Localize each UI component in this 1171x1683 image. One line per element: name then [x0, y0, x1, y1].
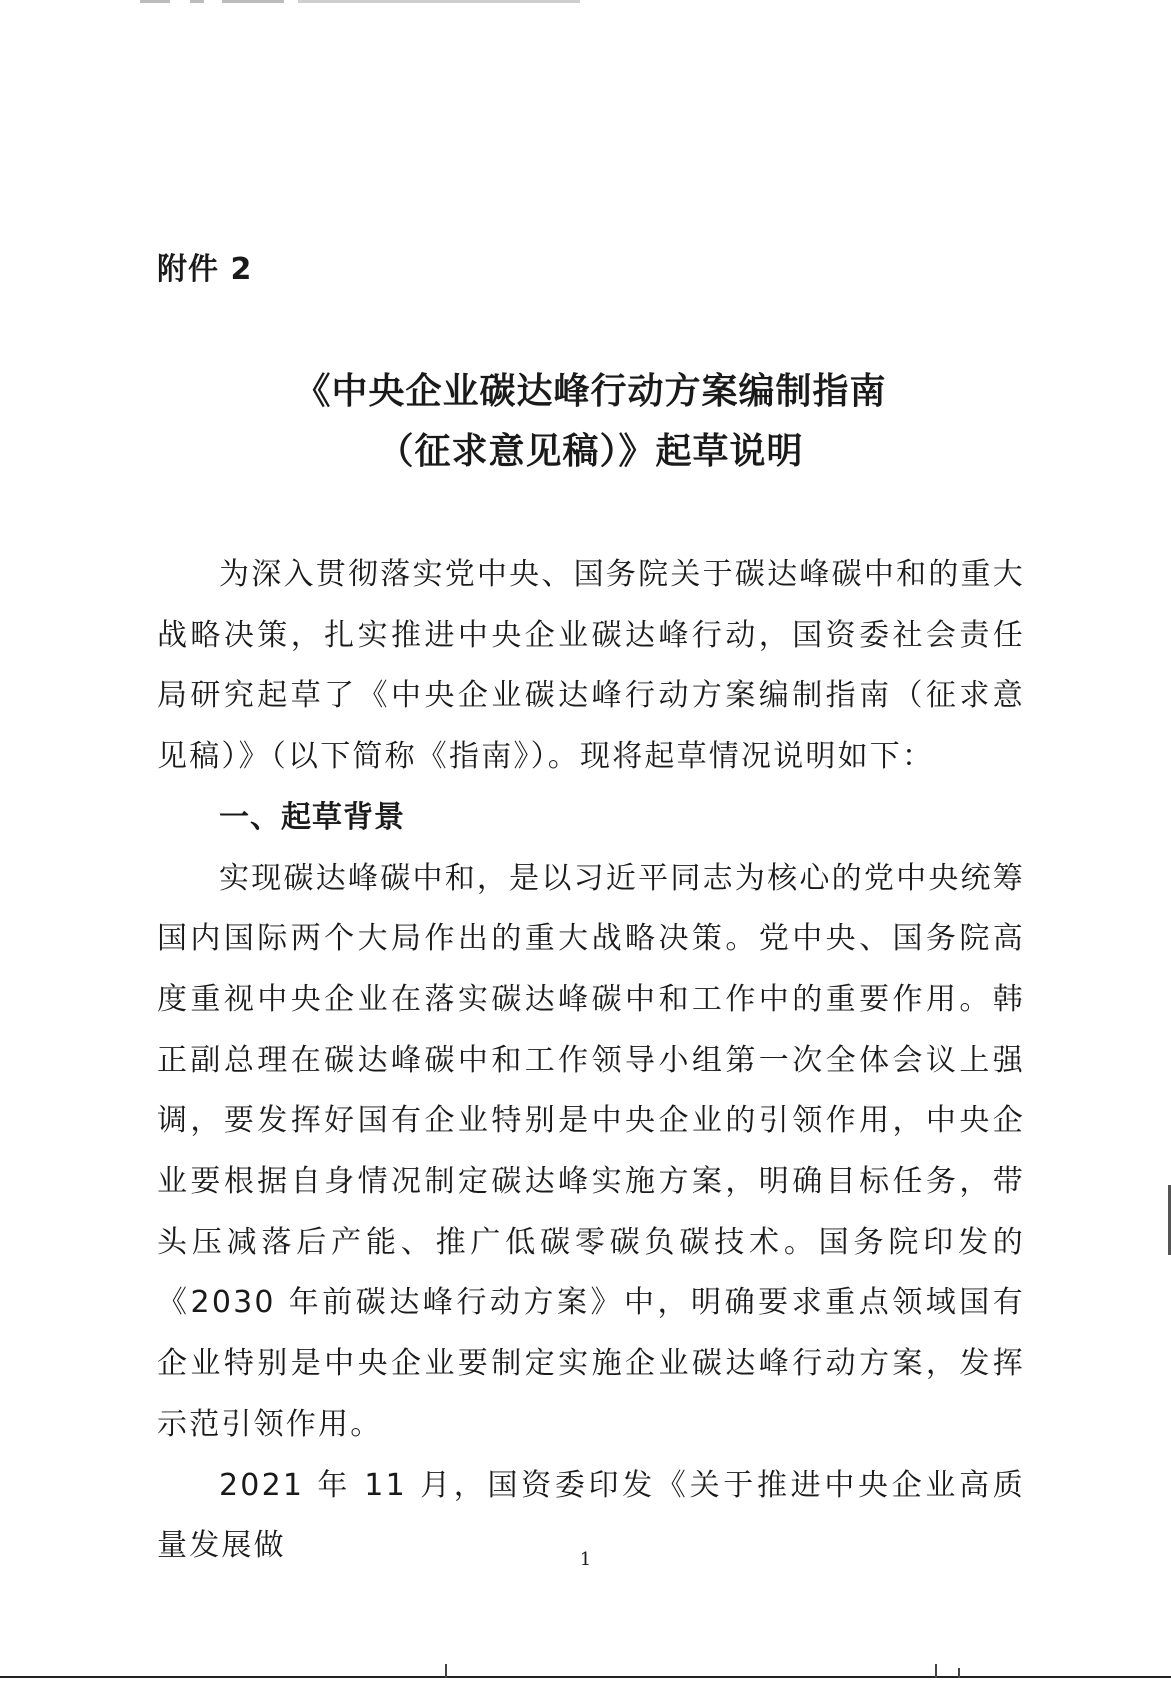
- scan-edge-mark: [445, 1664, 447, 1678]
- scan-edge-mark: [190, 0, 204, 3]
- scan-edge-mark: [222, 0, 284, 3]
- scan-edge-mark: [958, 1668, 960, 1678]
- continuation-paragraph: 2021 年 11 月，国资委印发《关于推进中央企业高质量发展做: [157, 1467, 1025, 1564]
- scan-edge-mark: [298, 0, 580, 3]
- section-heading: 一、起草背景: [219, 799, 405, 835]
- scan-edge-mark: [140, 0, 170, 3]
- document-body: [157, 545, 1025, 1577]
- document-title-line-2: （征求意见稿）》起草说明: [377, 430, 804, 472]
- background-paragraph: 实现碳达峰碳中和，是以习近平同志为核心的党中央统筹国内国际两个大局作出的重大战略决策。党中央、国务院高度重视中央企业在落实碳达峰碳中和工作中的重要作用。韩正副总理在碳达峰碳中和工作领导小组第一次全体会议上强调，要发挥好国有企业特别是中央企业的引领作用，中央企业要根据自身情况制定碳达峰实施方案，明确目标任务，带头压减落后产能、推广低碳零碳负碳技术。国务院印发的《2030 年前碳达峰行动方案》中，明确要求重点领域国有企业特别是中央企业要制定实施企业碳达峰行动方案，发挥示范引领作用。: [157, 860, 1025, 1442]
- intro-paragraph: 为深入贯彻落实党中央、国务院关于碳达峰碳中和的重大战略决策，扎实推进中央企业碳达峰行动，国资委社会责任局研究起草了《中央企业碳达峰行动方案编制指南（征求意见稿）》（以下简称《指南》）。现将起草情况说明如下：: [157, 557, 1025, 775]
- attachment-label: 附件 2: [157, 252, 253, 287]
- scan-edge-mark: [935, 1664, 937, 1678]
- page-number: 1: [579, 1549, 592, 1570]
- document-title-line-1: 《中央企业碳达峰行动方案编制指南: [294, 370, 887, 412]
- scan-edge-line: [0, 1676, 1171, 1678]
